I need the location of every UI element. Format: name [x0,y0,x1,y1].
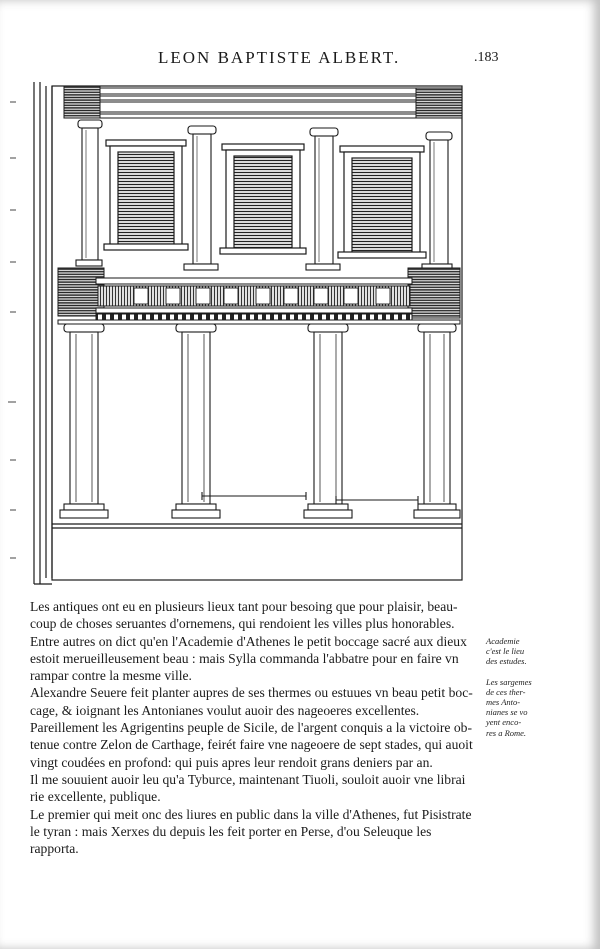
paragraph-1 [30,598,486,633]
text-line: Le premier qui meit onc des liures en public dans la ville d'Athenes, fut Pisistrate [30,806,472,822]
note-line: de ces ther- [486,686,526,697]
text-line: coup de choses seruantes d'ornemens, qui rendoient les villes plus honorables. [30,616,455,632]
page-number: .183 [474,50,499,65]
note-line: c'est le lieu [486,646,525,657]
note-line: Academie [486,636,520,646]
edge-ruler-marks [4,80,20,640]
running-head [0,48,600,70]
margin-notes [486,636,536,748]
paragraph-2 [30,633,486,685]
note-line: yent enco- [486,717,522,728]
text-line: rie excellente, publique. [30,789,161,805]
text-line: rampar contre la mesme ville. [30,668,192,684]
text-line: rapporta. [30,841,79,857]
paragraph-4 [30,719,486,771]
body-text [30,598,486,857]
text-line: Les antiques ont eu en plusieurs lieux tant pour besoing que pour plaisir, beau- [30,599,458,614]
margin-note-academie [486,636,536,667]
running-head-title: LEON BAPTISTE ALBERT. [158,48,401,67]
paragraph-3 [30,684,486,719]
text-line: cage, & ioignant les Antonianes voulut auoir des nageoeres excellentes. [30,702,420,718]
text-line: Alexandre Seuere feit planter aupres de ses thermes ou estuues vn beau petit boc- [30,685,473,701]
note-line: des estudes. [486,656,527,667]
text-line: Entre autres on dict qu'en l'Academie d'Athenes le petit boccage sacré aux dieux [30,633,467,649]
paragraph-6 [30,806,486,858]
note-line: Les sargemes [486,676,532,687]
paragraph-5 [30,771,486,806]
text-line: Il me souuient auoir leu qu'a Tyburce, maintenant Tiuoli, souloit auoir vne librai [30,771,466,787]
note-line: res a Rome. [486,727,527,738]
text-line: tenue contre Zelon de Carthage, feirét faire vne nageoere de sept stades, qui auoit [30,737,473,753]
text-line: estoit merueilleusement beau : mais Sylla commanda l'abbatre pour en faire vn [30,650,459,666]
text-line: le tyran : mais Xerxes du depuis les feit porter en Perse, d'ou Seleuque les [30,823,432,839]
margin-note-thermes [486,677,536,738]
note-line: mes Anto- [486,697,521,708]
note-line: nianes se vo [486,707,528,718]
text-line: vingt coudées en profond: qui puis apres leur rendoit grans deniers par an. [30,754,433,770]
text-line: Pareillement les Agrigentins peuple de Sicile, de l'argent conquis a la victoire ob- [30,720,472,736]
architectural-elevation-woodcut [30,78,470,588]
